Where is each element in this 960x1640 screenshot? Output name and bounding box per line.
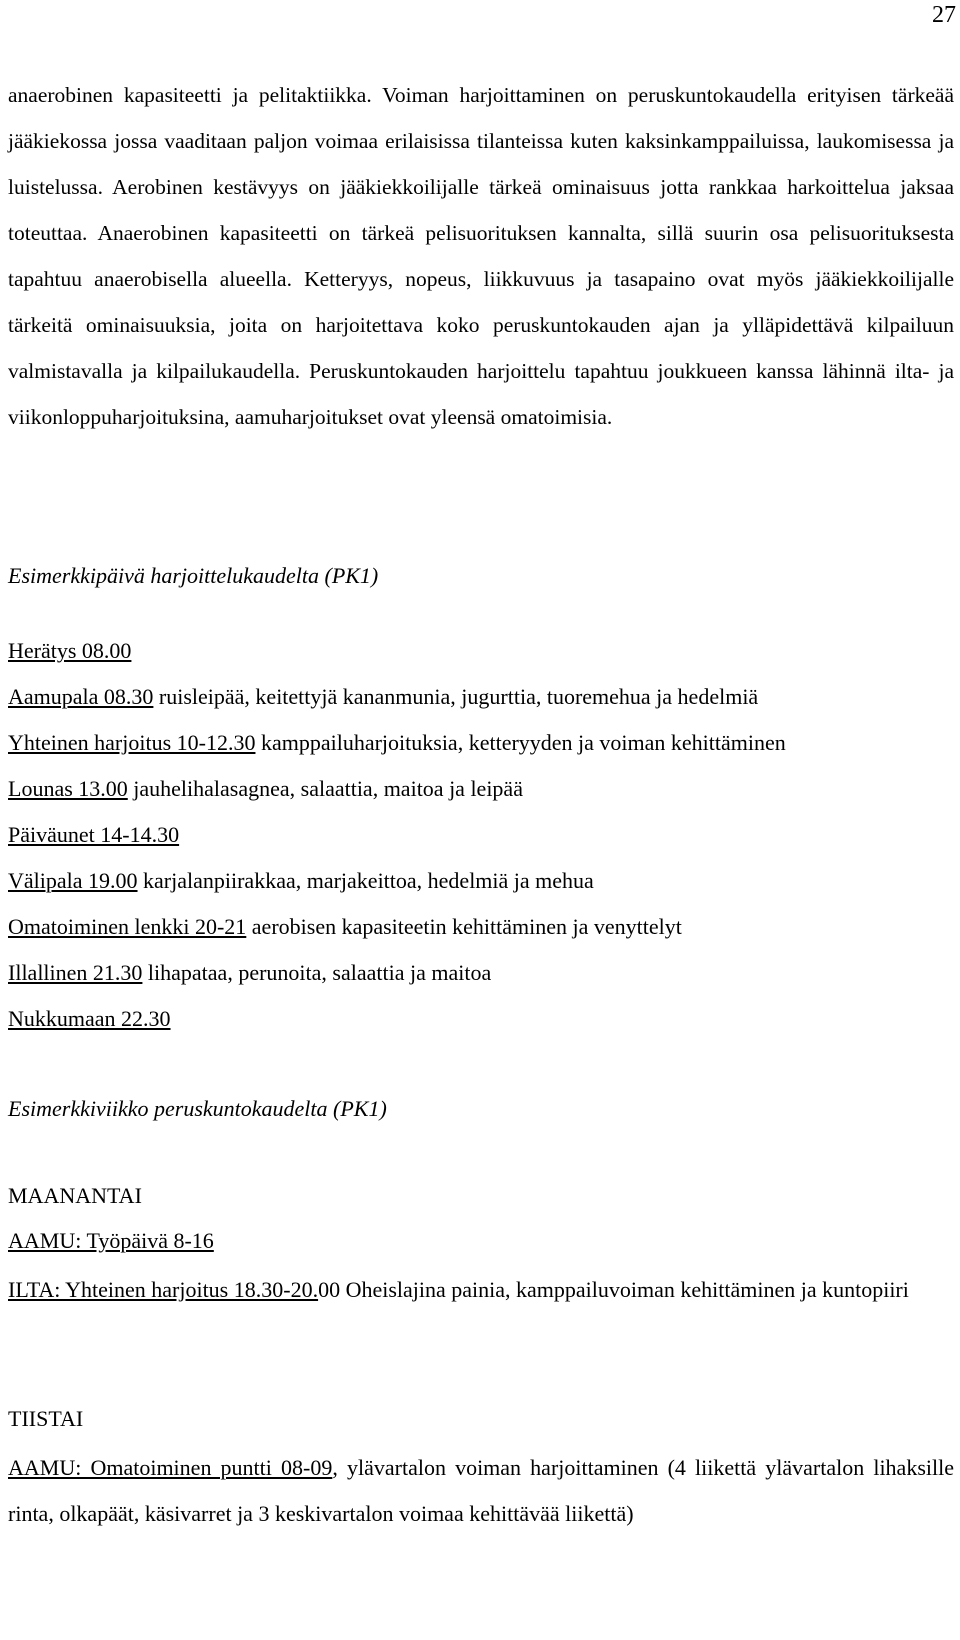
page-number: 27 — [932, 2, 956, 28]
schedule-item-label: Aamupala 08.30 — [8, 684, 154, 709]
day-schedule-list — [8, 633, 954, 1047]
schedule-item-label: Herätys 08.00 — [8, 638, 132, 663]
day-example-heading: Esimerkkipäivä harjoittelukaudelta (PK1) — [8, 563, 379, 588]
monday-evening — [8, 1267, 954, 1313]
schedule-item — [8, 725, 954, 771]
schedule-item — [8, 909, 954, 955]
week-example-heading: Esimerkkiviikko peruskuntokaudelta (PK1) — [8, 1096, 387, 1121]
tuesday-morning-label: AAMU: Omatoiminen puntti 08-09 — [8, 1455, 333, 1480]
schedule-item-text: jauhelihalasagnea, salaattia, maitoa ja leipää — [127, 776, 523, 801]
schedule-item-label: Illallinen 21.30 — [8, 960, 143, 985]
schedule-item-label: Omatoiminen lenkki 20-21 — [8, 914, 247, 939]
monday-morning: AAMU: Työpäivä 8-16 — [8, 1228, 214, 1253]
schedule-item — [8, 817, 954, 863]
monday-evening-text: 00 Oheislajina painia, kamppailuvoiman kehittäminen ja kuntopiiri — [318, 1277, 909, 1302]
tuesday-morning-text: , ylävartalon voiman harjoittaminen (4 liikettä ylävartalon lihaksille rinta, olkapäät, käsivarret ja 3 keskivartalon voimaa kehittävää liikettä) — [8, 1455, 954, 1526]
schedule-item-text: lihapataa, perunoita, salaattia ja maitoa — [142, 960, 492, 985]
schedule-item-label: Päiväunet 14-14.30 — [8, 822, 180, 847]
weekday-monday: MAANANTAI — [8, 1183, 142, 1208]
body-paragraph: anaerobinen kapasiteetti ja pelitaktiikka. Voiman harjoittaminen on peruskuntokaudella erityisen tärkeää jääkiekossa jossa vaaditaan paljon voimaa erilaisissa tilanteissa kuten kaksinkamppailuissa, laukomisessa ja luistelussa. Aerobinen kestävyys on jääkiekkoilijalle tärkeä ominaisuus jotta rankkaa harkoittelua jaksaa toteuttaa. Anaerobinen kapasiteetti on tärkeä pelisuorituksen kannalta, sillä suurin osa pelisuorituksesta tapahtuu anaerobisella alueella. Ketteryys, nopeus, liikkuvuus ja tasapaino ovat myös jääkiekkoilijalle tärkeitä ominaisuuksia, joita on harjoitettava koko peruskuntokauden ajan ja ylläpidettävä kilpailuun valmistavalla ja kilpailukaudella. Peruskuntokauden harjoittelu tapahtuu joukkueen kanssa lähinnä ilta- ja viikonloppuharjoituksina, aamuharjoitukset ovat yleensä omatoimisia. — [8, 83, 954, 429]
schedule-item-text: aerobisen kapasiteetin kehittäminen ja venyttelyt — [246, 914, 682, 939]
schedule-item — [8, 633, 954, 679]
schedule-item — [8, 1001, 954, 1047]
schedule-item-text: ruisleipää, keitettyjä kananmunia, jugurttia, tuoremehua ja hedelmiä — [153, 684, 759, 709]
schedule-item-label: Nukkumaan 22.30 — [8, 1006, 171, 1031]
schedule-item-label: Lounas 13.00 — [8, 776, 128, 801]
monday-evening-label: ILTA: Yhteinen harjoitus 18.30-20. — [8, 1277, 319, 1302]
schedule-item-label: Yhteinen harjoitus 10-12.30 — [8, 730, 256, 755]
schedule-item-text: kamppailuharjoituksia, ketteryyden ja voiman kehittäminen — [255, 730, 786, 755]
tuesday-morning — [8, 1445, 954, 1537]
schedule-item — [8, 771, 954, 817]
schedule-item-label: Välipala 19.00 — [8, 868, 138, 893]
schedule-item — [8, 679, 954, 725]
weekday-tuesday: TIISTAI — [8, 1406, 84, 1431]
schedule-item-text: karjalanpiirakkaa, marjakeittoa, hedelmiä ja mehua — [137, 868, 594, 893]
schedule-item — [8, 955, 954, 1001]
schedule-item — [8, 863, 954, 909]
